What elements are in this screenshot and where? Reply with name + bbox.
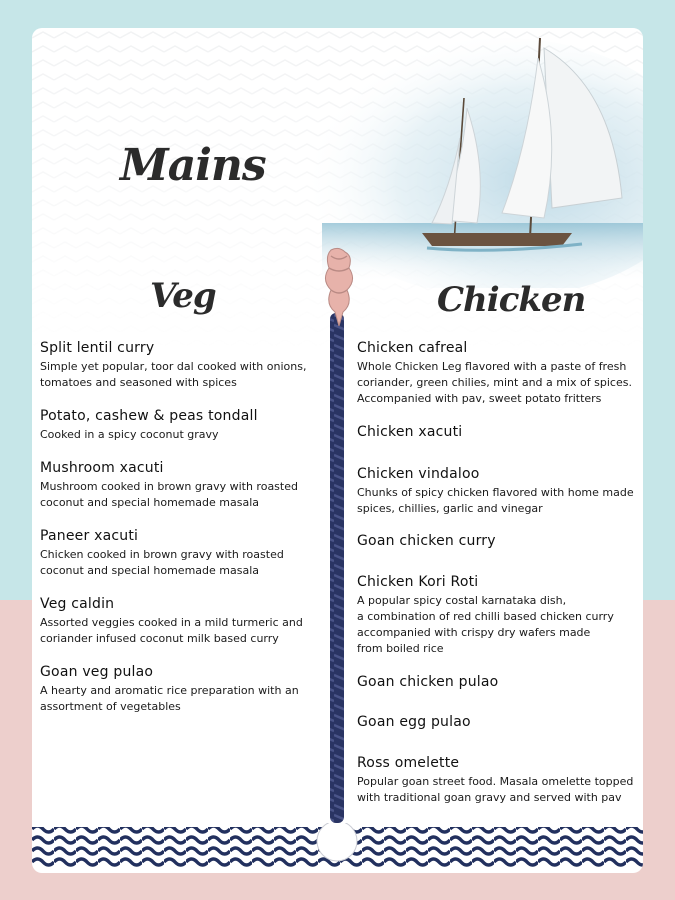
- page-title: Mains: [120, 140, 266, 191]
- item-name: Goan veg pulao: [40, 664, 154, 680]
- item-name: Goan egg pulao: [357, 714, 471, 730]
- item-description: A hearty and aromatic rice preparation with an assortment of vegetables: [40, 684, 299, 713]
- rope-knot-icon: [317, 246, 361, 326]
- rope-divider: [320, 243, 354, 823]
- item-description: Whole Chicken Leg flavored with a paste of fresh coriander, green chilies, mint and a mix of spices. Accompanied with pav, sweet potato fritters: [357, 360, 632, 405]
- veg-heading: Veg: [150, 276, 216, 316]
- list-item: [357, 466, 643, 517]
- list-item: [357, 674, 643, 693]
- item-name: Veg caldin: [40, 596, 115, 612]
- item-description: Assorted veggies cooked in a mild turmeric and coriander infused coconut milk based curry: [40, 616, 303, 645]
- list-item: [357, 574, 643, 657]
- menu-card: [32, 28, 643, 873]
- list-item: [357, 340, 643, 407]
- item-name: Goan chicken pulao: [357, 674, 499, 690]
- item-description: Chicken cooked in brown gravy with roasted coconut and special homemade masala: [40, 548, 284, 577]
- item-name: Ross omelette: [357, 755, 460, 771]
- wave-pattern: [32, 823, 643, 873]
- list-item: [357, 424, 643, 443]
- item-name: Paneer xacuti: [40, 528, 139, 544]
- item-name: Potato, cashew & peas tondall: [40, 408, 258, 424]
- item-description: Cooked in a spicy coconut gravy: [40, 428, 219, 441]
- list-item: [357, 755, 643, 806]
- item-name: Goan chicken curry: [357, 533, 496, 549]
- item-name: Chicken vindaloo: [357, 466, 480, 482]
- item-description: Popular goan street food. Masala omelette topped with traditional goan gravy and served with pav: [357, 775, 634, 804]
- list-item: [40, 528, 320, 579]
- chicken-heading: Chicken: [437, 280, 586, 320]
- item-name: Chicken xacuti: [357, 424, 463, 440]
- list-item: [40, 664, 320, 715]
- item-name: Chicken Kori Roti: [357, 574, 479, 590]
- item-name: Mushroom xacuti: [40, 460, 164, 476]
- item-name: Chicken cafreal: [357, 340, 468, 356]
- item-description: Simple yet popular, toor dal cooked with onions, tomatoes and seasoned with spices: [40, 360, 307, 389]
- item-description: Mushroom cooked in brown gravy with roasted coconut and special homemade masala: [40, 480, 298, 509]
- item-description: A popular spicy costal karnataka dish, a combination of red chilli based chicken curry accompanied with crispy dry wafers made from boiled rice: [357, 594, 614, 655]
- list-item: [357, 533, 643, 552]
- item-name: Split lentil curry: [40, 340, 155, 356]
- list-item: [40, 408, 320, 443]
- list-item: [40, 596, 320, 647]
- list-item: [357, 714, 643, 733]
- list-item: [40, 340, 320, 391]
- item-description: Chunks of spicy chicken flavored with home made spices, chillies, garlic and vinegar: [357, 486, 634, 515]
- list-item: [40, 460, 320, 511]
